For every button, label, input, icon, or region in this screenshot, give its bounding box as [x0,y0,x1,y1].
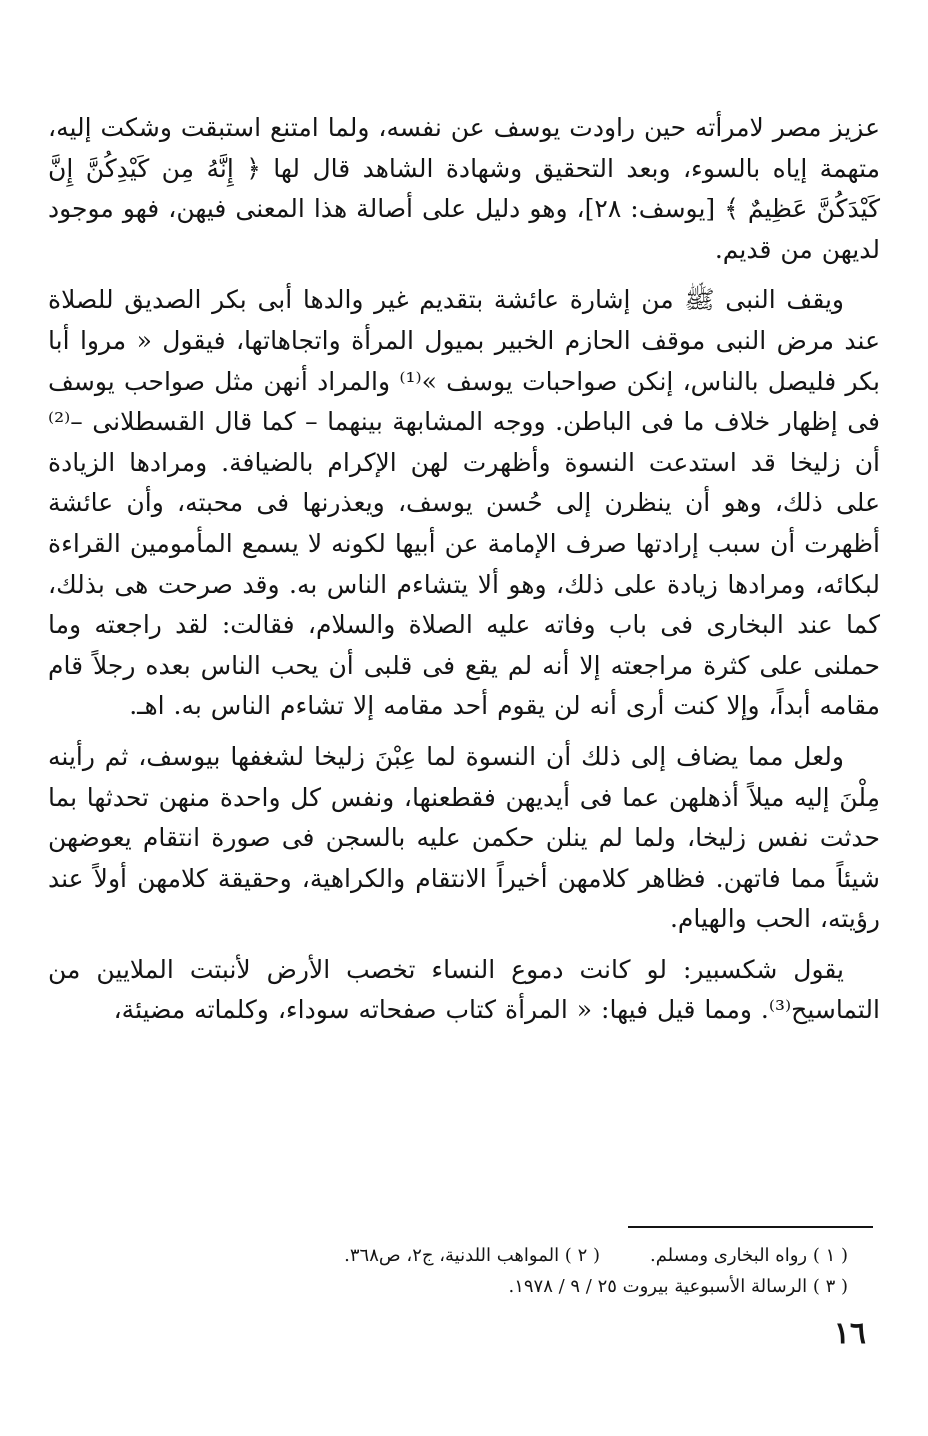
footnotes [80,1240,848,1302]
paragraph-3: ولعل مما يضاف إلى ذلك أن النسوة لما عِبْنَ زليخا لشغفها بيوسف، ثم رأينه مِلْنَ إليه ميلاً أذهلهن عما فى أيديهن فقطعنها، ونفس كل واحدة منهن تحدثها بما حدثت نفس زليخا، ولما لم ينلن حكمن عليه بالسجن فى صورة انتقام يعوضهن شيئاً مما فاتهن. فظاهر كلامهن أخيراً الانتقام والكراهية، وحقيقة كلامهن أولاً عند رؤيته، الحب والهيام. [48,741,880,934]
footnote-1: ( ١ ) رواه البخارى ومسلم. [649,1245,848,1266]
footnote-line-2 [80,1271,848,1302]
paragraph-1: عزيز مصر لامرأته حين راودت يوسف عن نفسه، ولما امتنع استبقت وشكت إليه، متهمة إياه بالسوء، وبعد التحقيق وشهادة الشاهد قال لها ﴿ إِنَّهُ مِن كَيْدِكُنَّ إِنَّ كَيْدَكُنَّ عَظِيمٌ ﴾ [يوسف: ٢٨]، وهو دليل على أصالة هذا المعنى فيهن، فهو موجود لديهن من قديم. [48,113,881,264]
page-number: ١٦ [833,1316,866,1351]
footnote-divider [628,1226,873,1228]
footnote-2: ( ٢ ) المواهب اللدنية، ج٢، ص٣٦٨. [344,1245,600,1266]
page-body [48,108,880,1041]
paragraph-2: ويقف النبى ﷺ من إشارة عائشة بتقديم غير والدها أبى بكر الصديق للصلاة عند مرض النبى موقف الحازم الخبير بميول المرأة واتجاهاتها، فيقول « مروا أبا بكر فليصل بالناس، إنكن صواحبات يوسف »⁽¹⁾ والمراد أنهن مثل صواحب يوسف فى إظهار خلاف ما فى الباطن. ووجه المشابهة بينهما – كما قال القسطلانى –⁽²⁾ أن زليخا قد استدعت النسوة وأظهرت لهن الإكرام بالضيافة. ومرادها الزيادة على ذلك، وهو أن ينظرن إلى حُسن يوسف، ويعذرنها فى محبته، وأن عائشة أظهرت أن سبب إرادتها صرف الإمامة عن أبيها لكونه لا يسمع المأمومين القراءة لبكائه، ومرادها زيادة على ذلك، وهو ألا يتشاءم الناس به. وقد صرحت هى بذلك، كما عند البخارى فى باب وفاته عليه الصلاة والسلام، فقالت: لقد راجعته وما حملنى على كثرة مراجعته إلا أنه لم يقع فى قلبى أن يحب الناس بعده رجلاً قام مقامه أبداً، وإلا كنت أرى أنه لن يقوم أحد مقامه إلا تشاءم الناس به. اهـ. [48,285,880,721]
footnote-3: ( ٣ ) الرسالة الأسبوعية بيروت ٢٥ / ٩ / ١٩٧٨. [508,1276,848,1297]
paragraph-4: يقول شكسبير: لو كانت دموع النساء تخصب الأرض لأنبتت الملايين من التماسيح⁽³⁾. ومما قيل فيها: « المرأة كتاب صفحاته سوداء، وكلماته مضيئة، [48,954,880,1025]
footnote-line-1 [80,1240,848,1271]
